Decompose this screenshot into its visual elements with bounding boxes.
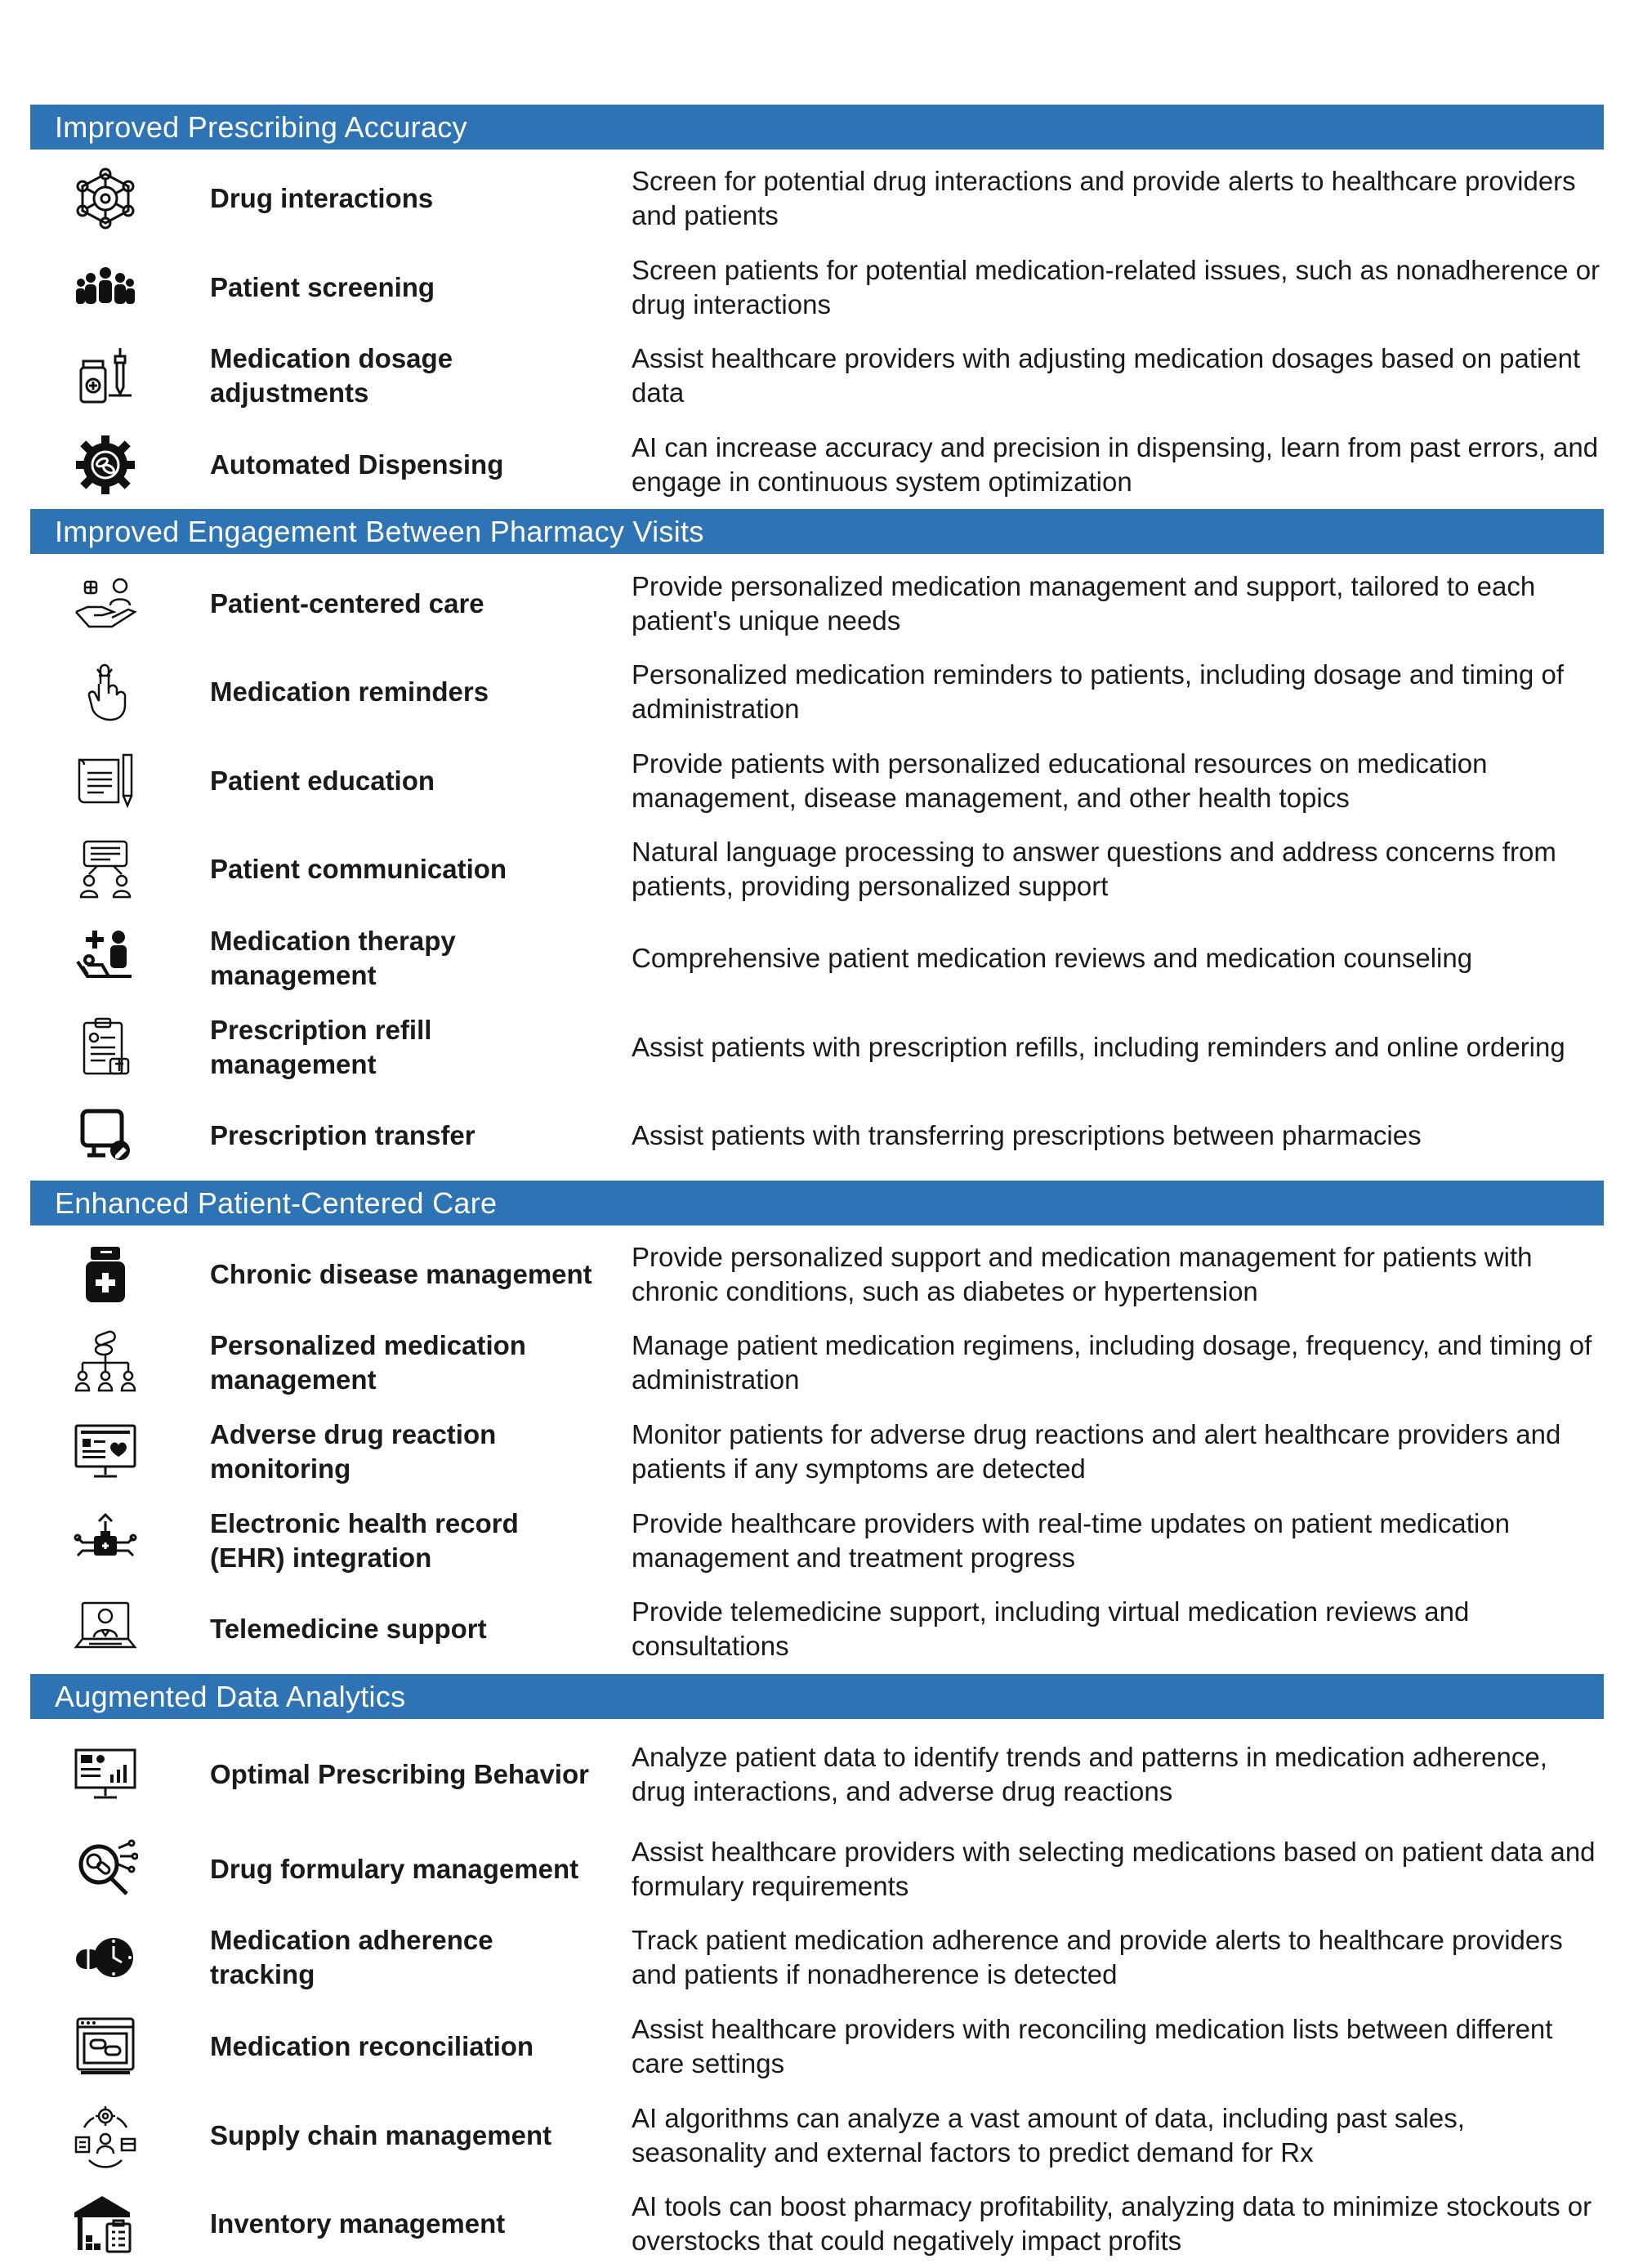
row-name: Personalized medication management xyxy=(210,1328,594,1397)
table-row xyxy=(30,1913,1604,2002)
row-name: Telemedicine support xyxy=(210,1612,594,1646)
document xyxy=(30,105,1604,2268)
row-description: Screen for potential drug interactions and provide alerts to healthcare providers and patients xyxy=(632,164,1604,233)
browser-pills-icon xyxy=(73,2014,138,2079)
document-pencil-icon xyxy=(73,748,138,814)
table-row xyxy=(30,1319,1604,1408)
section-header: Improved Prescribing Accuracy xyxy=(30,105,1604,150)
clipboard-prescription-icon xyxy=(73,1015,138,1080)
device-transfer-icon xyxy=(73,1103,138,1168)
table-row xyxy=(30,825,1604,914)
row-description: Monitor patients for adverse drug reactions and alert healthcare providers and patients if any symptoms are detected xyxy=(632,1418,1604,1486)
row-description: Assist healthcare providers with adjusting medication dosages based on patient data xyxy=(632,342,1604,410)
table-row xyxy=(30,243,1604,333)
section-header: Improved Engagement Between Pharmacy Visits xyxy=(30,509,1604,554)
row-name: Drug interactions xyxy=(210,181,594,216)
drug-interaction-network-icon xyxy=(73,166,138,231)
row-description: Natural language processing to answer questions and address concerns from patients, providing personalized support xyxy=(632,835,1604,904)
monitor-analytics-icon xyxy=(73,1742,138,1807)
row-description: Analyze patient data to identify trends and patterns in medication adherence, drug interactions, and adverse drug reactions xyxy=(632,1740,1604,1809)
monitor-health-record-icon xyxy=(73,1419,138,1484)
magnifier-pills-icon xyxy=(73,1837,138,1902)
row-name: Medication therapy management xyxy=(210,924,594,993)
laptop-doctor-icon xyxy=(73,1596,138,1662)
row-name: Prescription transfer xyxy=(210,1118,594,1153)
row-description: Assist patients with transferring prescriptions between pharmacies xyxy=(632,1118,1604,1153)
row-description: AI tools can boost pharmacy profitability, analyzing data to minimize stockouts or overstocks that could negatively impact profits xyxy=(632,2190,1604,2258)
row-description: Personalized medication reminders to patients, including dosage and timing of administration xyxy=(632,658,1604,726)
row-name: Adverse drug reaction monitoring xyxy=(210,1418,594,1486)
table-row xyxy=(30,421,1604,510)
row-name: Patient screening xyxy=(210,270,594,305)
pill-clock-icon xyxy=(73,1925,138,1990)
table-row xyxy=(30,154,1604,243)
row-description: Provide healthcare providers with real-time updates on patient medication management and treatment progress xyxy=(632,1507,1604,1575)
medical-kit-network-icon xyxy=(73,1508,138,1574)
warehouse-clipboard-icon xyxy=(73,2191,138,2257)
table-row xyxy=(30,1825,1604,1914)
row-description: Provide patients with personalized educational resources on medication management, disease management, and other health topics xyxy=(632,747,1604,815)
pill-hierarchy-people-icon xyxy=(73,1330,138,1395)
row-name: Patient communication xyxy=(210,852,594,886)
row-name: Medication reminders xyxy=(210,675,594,709)
table-row xyxy=(30,2180,1604,2268)
supply-chain-gear-icon xyxy=(73,2103,138,2168)
row-description: Assist healthcare providers with reconciling medication lists between different care settings xyxy=(632,2012,1604,2081)
hand-care-person-icon xyxy=(73,571,138,636)
row-description: Assist patients with prescription refills, including reminders and online ordering xyxy=(632,1030,1604,1065)
table-row xyxy=(30,1230,1604,1319)
table-row xyxy=(30,1724,1604,1825)
section-patient-centered-care xyxy=(30,1181,1604,1674)
row-name: Patient education xyxy=(210,764,594,798)
row-name: Medication dosage adjustments xyxy=(210,342,594,410)
row-name: Chronic disease management xyxy=(210,1257,594,1292)
section-header: Enhanced Patient-Centered Care xyxy=(30,1181,1604,1226)
table-row xyxy=(30,1408,1604,1497)
row-description: Manage patient medication regimens, including dosage, frequency, and timing of administration xyxy=(632,1328,1604,1397)
table-row xyxy=(30,1585,1604,1674)
section-prescribing-accuracy xyxy=(30,105,1604,509)
medication-bottle-dropper-icon xyxy=(73,343,138,409)
row-description: Comprehensive patient medication reviews and medication counseling xyxy=(632,941,1604,976)
row-name: Electronic health record (EHR) integration xyxy=(210,1507,594,1575)
table-row xyxy=(30,2091,1604,2180)
row-description: Provide telemedicine support, including virtual medication reviews and consultations xyxy=(632,1595,1604,1663)
row-description: Provide personalized support and medication management for patients with chronic conditions, such as diabetes or hypertension xyxy=(632,1240,1604,1309)
row-description: AI algorithms can analyze a vast amount of data, including past sales, seasonality and external factors to predict demand for Rx xyxy=(632,2101,1604,2170)
medicine-bottle-cross-icon xyxy=(73,1242,138,1307)
table-row xyxy=(30,1496,1604,1585)
row-name: Drug formulary management xyxy=(210,1852,594,1886)
table-row xyxy=(30,737,1604,826)
row-name: Medication adherence tracking xyxy=(210,1923,594,1992)
row-description: Provide personalized medication management and support, tailored to each patient's unique needs xyxy=(632,569,1604,638)
row-name: Optimal Prescribing Behavior xyxy=(210,1757,594,1792)
row-description: Assist healthcare providers with selecting medications based on patient data and formulary requirements xyxy=(632,1835,1604,1904)
section-engagement xyxy=(30,509,1604,1180)
table-row xyxy=(30,1002,1604,1092)
patient-group-icon xyxy=(73,255,138,320)
row-description: AI can increase accuracy and precision in dispensing, learn from past errors, and engage in continuous system optimization xyxy=(632,431,1604,499)
row-name: Automated Dispensing xyxy=(210,448,594,482)
row-name: Prescription refill management xyxy=(210,1013,594,1082)
table-row xyxy=(30,332,1604,421)
row-name: Supply chain management xyxy=(210,2118,594,2153)
row-description: Screen patients for potential medication-related issues, such as nonadherence or drug interactions xyxy=(632,253,1604,322)
table-row xyxy=(30,648,1604,737)
patient-bed-doctor-icon xyxy=(73,926,138,991)
section-data-analytics xyxy=(30,1674,1604,2268)
table-row xyxy=(30,914,1604,1003)
row-name: Medication reconciliation xyxy=(210,2029,594,2064)
row-description: Track patient medication adherence and provide alerts to healthcare providers and patients if nonadherence is detected xyxy=(632,1923,1604,1992)
table-row xyxy=(30,1092,1604,1181)
finger-string-reminder-icon xyxy=(73,659,138,725)
row-name: Inventory management xyxy=(210,2207,594,2241)
section-header: Augmented Data Analytics xyxy=(30,1674,1604,1719)
gear-pills-icon xyxy=(73,432,138,498)
table-row xyxy=(30,559,1604,648)
row-name: Patient-centered care xyxy=(210,587,594,621)
table-row xyxy=(30,2002,1604,2092)
chat-people-icon xyxy=(73,837,138,902)
